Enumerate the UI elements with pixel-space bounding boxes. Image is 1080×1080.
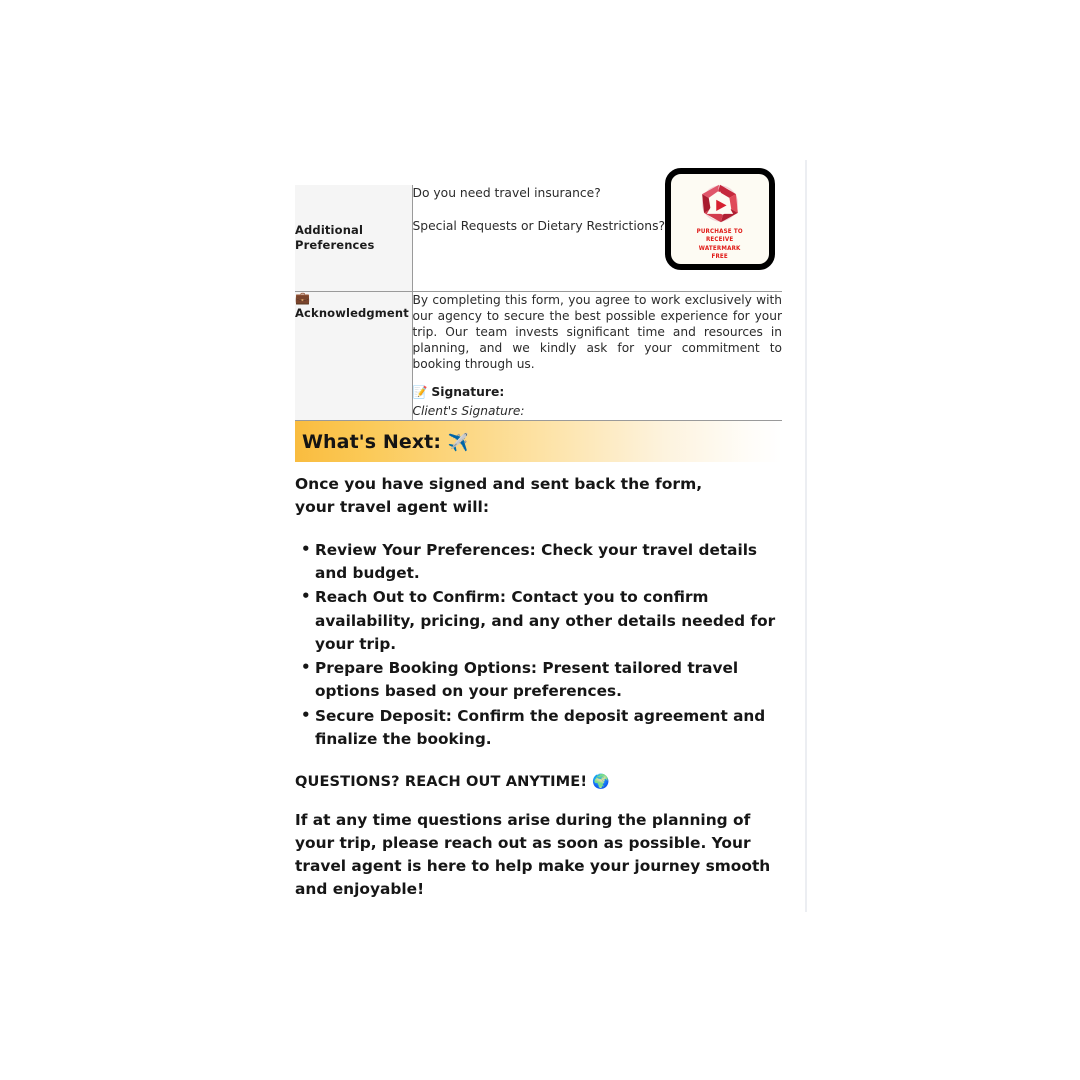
briefcase-icon: 💼 bbox=[295, 290, 310, 305]
section-body bbox=[295, 473, 785, 916]
client-signature-field[interactable]: Client's Signature: bbox=[412, 403, 525, 418]
signature-heading bbox=[413, 384, 783, 401]
watermark-line-4: FREE bbox=[711, 253, 729, 261]
section-header-band bbox=[295, 421, 782, 462]
play-logo-icon bbox=[694, 180, 746, 227]
table-row-acknowledgment bbox=[295, 291, 782, 420]
airplane-icon: ✈️ bbox=[447, 432, 470, 453]
row-label-acknowledgment: Acknowledgment bbox=[295, 305, 409, 320]
row-label-cell bbox=[295, 291, 412, 420]
list-item: • Secure Deposit: Confirm the deposit agreement and finalize the booking. bbox=[315, 705, 785, 752]
section-heading-text: What's Next: bbox=[302, 430, 442, 453]
watermark-line-1: PURCHASE TO bbox=[696, 228, 744, 235]
questions-heading bbox=[295, 773, 785, 790]
memo-icon: 📝 bbox=[412, 384, 428, 399]
acknowledgment-paragraph: By completing this form, you agree to work exclusively with our agency to secure the best possible experience for your trip. Our team invests significant time and resources in planning, and we kindly ask for your commitment to booking through us. bbox=[412, 292, 782, 371]
question-special-requests: Special Requests or Dietary Restrictions? bbox=[412, 218, 666, 233]
list-item: • Prepare Booking Options: Present tailored travel options based on your preferences. bbox=[315, 657, 785, 704]
lead-paragraph: Once you have signed and sent back the form, your travel agent will: bbox=[295, 475, 703, 516]
question-travel-insurance: Do you need travel insurance? bbox=[412, 186, 601, 200]
globe-icon: 🌍 bbox=[592, 774, 610, 791]
row-value-cell bbox=[412, 291, 782, 420]
next-steps-list bbox=[295, 539, 785, 751]
section-heading bbox=[295, 431, 469, 453]
questions-heading-text: QUESTIONS? REACH OUT ANYTIME! bbox=[295, 773, 588, 791]
watermark-line-2: RECEIVE bbox=[706, 236, 734, 244]
right-margin-rule bbox=[805, 160, 807, 912]
row-label-additional-preferences: Additional Preferences bbox=[295, 222, 375, 252]
watermark-line-3: WATERMARK bbox=[699, 244, 741, 252]
closing-paragraph: If at any time questions arise during the planning of your trip, please reach out as soon as possible. Your travel agent is here to help make your journey smooth and enjoyable! bbox=[295, 811, 771, 898]
list-item: • Reach Out to Confirm: Contact you to confirm availability, pricing, and any other details needed for your trip. bbox=[315, 586, 785, 656]
signature-label: Signature: bbox=[431, 384, 505, 399]
watermark-text bbox=[697, 228, 743, 261]
row-label-cell bbox=[295, 185, 412, 291]
watermark-badge[interactable] bbox=[665, 168, 775, 270]
list-item: • Review Your Preferences: Check your travel details and budget. bbox=[315, 539, 785, 586]
